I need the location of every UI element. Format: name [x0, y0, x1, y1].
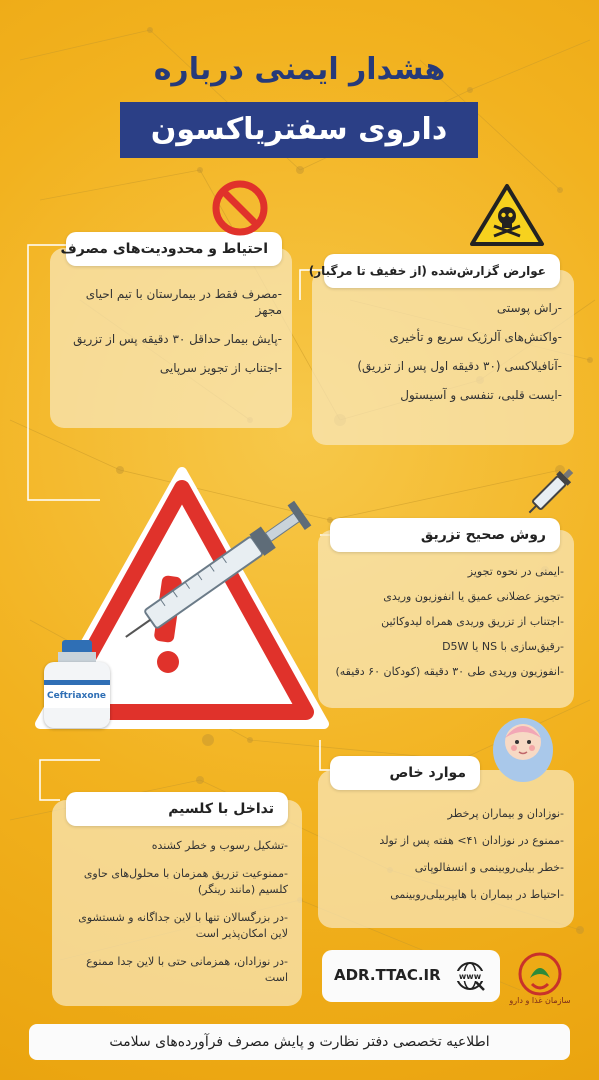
list-item: -ممنوع در نوزادان ۴۱> هفته پس از تولد [379, 834, 564, 847]
toxic-warning-icon [468, 182, 546, 248]
list-item: -واکنش‌های آلرژیک سریع و تأخیری [389, 330, 562, 344]
precautions-list [66, 286, 282, 389]
list-item: -ممنوعیت تزریق همزمان با محلول‌های حاوی کلسیم (مانند رینگر) [83, 867, 288, 896]
syringe-icon [115, 486, 325, 656]
vial-image [38, 640, 118, 732]
calcium-list [66, 838, 288, 998]
list-item: -اجتناب از تجویز سرپایی [159, 361, 282, 375]
list-item: -پایش بیمار حداقل ۳۰ دقیقه پس از تزریق [73, 332, 282, 346]
list-item: -انفوزیون وریدی طی ۳۰ دقیقه (کودکان ۶۰ دقیقه) [335, 665, 564, 678]
side-effects-heading: عوارض گزارش‌شده (از خفیف تا مرگبار) [324, 254, 560, 288]
logo-caption: سازمان غذا و دارو [509, 996, 571, 1005]
precautions-heading: احتیاط و محدودیت‌های مصرف [66, 232, 282, 266]
baby-icon [488, 712, 558, 784]
list-item: -مصرف فقط در بیمارستان با تیم احیای مجهز [85, 287, 282, 317]
list-item: -ایمنی در نحوه تجویز [467, 565, 564, 578]
www-label: www [458, 972, 482, 981]
vial-label: Ceftriaxone [47, 691, 107, 701]
calcium-heading: تداخل با کلسیم [66, 792, 288, 826]
special-list [330, 806, 564, 914]
small-syringe-icon [520, 458, 584, 522]
special-heading: موارد خاص [330, 756, 480, 790]
list-item: -خطر بیلی‌روبینمی و انسفالوپاتی [414, 861, 564, 874]
list-item: -اجتناب از تزریق وریدی همراه لیدوکائین [381, 615, 564, 628]
page-title-line-1: هشدار ایمنی درباره [153, 52, 446, 87]
list-item: -در نوزادان، همزمانی حتی با لاین جدا ممنوع است [86, 955, 288, 984]
list-item: -نوزادان و بیماران پرخطر [447, 807, 564, 820]
website-box[interactable] [322, 950, 500, 1002]
list-item: -در بزرگسالان تنها با لاین جداگانه و شستشوی لاین امکان‌پذیر است [78, 911, 288, 940]
injection-list [330, 564, 564, 689]
list-item: -راش پوستی [496, 301, 562, 315]
page-title-line-2: داروی سفتریاکسون [120, 102, 478, 158]
list-item: -تجویز عضلانی عمیق یا انفوزیون وریدی [383, 590, 564, 603]
globe-www-icon [450, 960, 490, 992]
prohibited-icon [210, 178, 270, 238]
list-item: -تشکیل رسوب و خطر کشنده [151, 839, 288, 852]
injection-heading: روش صحیح تزریق [330, 518, 560, 552]
website-link[interactable]: ADR.TTAC.IR [334, 966, 441, 984]
side-effects-list [330, 300, 562, 416]
list-item: -آنافیلاکسی (۳۰ دقیقه اول پس از تزریق) [357, 359, 562, 373]
list-item: -احتیاط در بیماران با هایپربیلی‌روبینمی [390, 888, 564, 901]
list-item: -رقیق‌سازی با NS یا D5W [442, 640, 564, 653]
list-item: -ایست قلبی، تنفسی و آسیستول [400, 388, 562, 402]
footer-note: اطلاعیه تخصصی دفتر نظارت و پایش مصرف فرآورده‌های سلامت [29, 1024, 570, 1060]
